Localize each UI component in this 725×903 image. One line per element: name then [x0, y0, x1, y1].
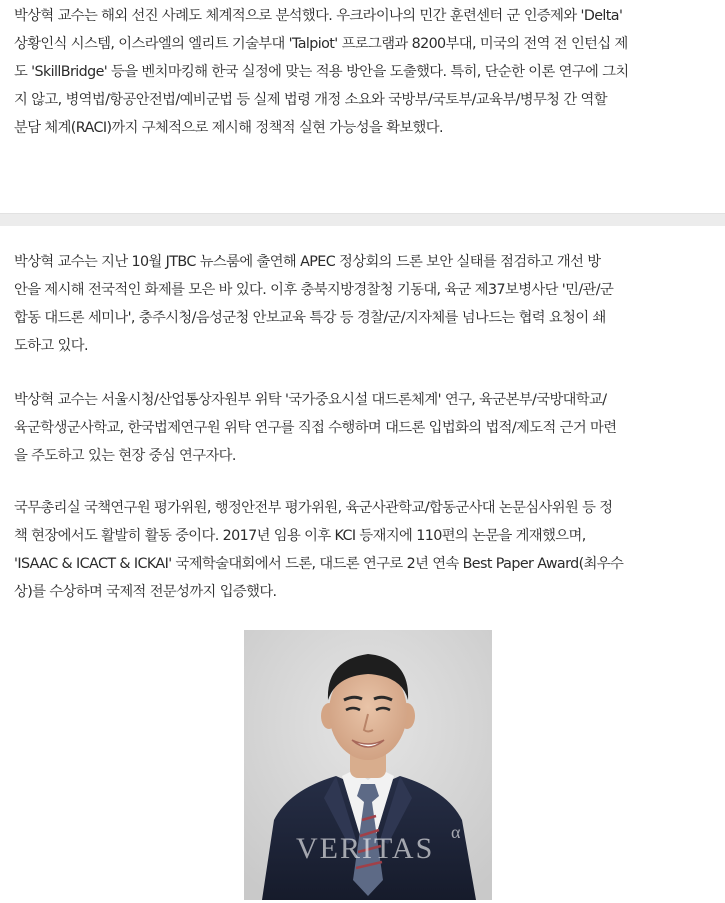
article-paragraph-1 — [14, 2, 714, 142]
paragraph-line: 박상혁 교수는 해외 선진 사례도 체계적으로 분석했다. 우크라이나의 민간 훈련센터 군 인증제와 'Delta' — [14, 8, 623, 24]
portrait-photo — [244, 630, 492, 900]
paragraph-line: 상황인식 시스템, 이스라엘의 엘리트 기술부대 'Talpiot' 프로그램과 8200부대, 미국의 전역 전 인턴십 제 — [14, 36, 628, 52]
paragraph-line: 을 주도하고 있는 현장 중심 연구자다. — [14, 448, 236, 464]
portrait-illustration — [244, 630, 492, 900]
veritas-watermark: VERITAS — [296, 832, 435, 865]
paragraph-line: 안을 제시해 전국적인 화제를 모은 바 있다. 이후 충북지방경찰청 기동대, 육군 제37보병사단 '민/관/군 — [14, 282, 614, 298]
paragraph-line: 박상혁 교수는 지난 10월 JTBC 뉴스룸에 출연해 APEC 정상회의 드론 보안 실태를 점검하고 개선 방 — [14, 254, 601, 270]
paragraph-line: 도 'SkillBridge' 등을 벤치마킹해 한국 실정에 맞는 적용 방안을 도출했다. 특히, 단순한 이론 연구에 그치 — [14, 64, 629, 80]
article-paragraph-2 — [14, 248, 714, 360]
veritas-watermark-alpha: α — [451, 822, 461, 842]
paragraph-line: 책 현장에서도 활발히 활동 중이다. 2017년 임용 이후 KCI 등재지에 110편의 논문을 게재했으며, — [14, 528, 586, 544]
paragraph-line: 'ISAAC & ICACT & ICKAI' 국제학술대회에서 드론, 대드론 연구로 2년 연속 Best Paper Award(최우수 — [14, 556, 624, 572]
article-paragraph-3 — [14, 386, 714, 470]
paragraph-line: 합동 대드론 세미나', 충주시청/음성군청 안보교육 특강 등 경찰/군/지자체를 넘나드는 협력 요청이 쇄 — [14, 310, 606, 326]
paragraph-line: 분담 체계(RACI)까지 구체적으로 제시해 정책적 실현 가능성을 확보했다. — [14, 120, 443, 136]
paragraph-line: 국무총리실 국책연구원 평가위원, 행정안전부 평가위원, 육군사관학교/합동군사대 논문심사위원 등 정 — [14, 500, 613, 516]
paragraph-line: 박상혁 교수는 서울시청/산업통상자원부 위탁 '국가중요시설 대드론체계' 연구, 육군본부/국방대학교/ — [14, 392, 607, 408]
section-divider — [0, 213, 725, 226]
article-paragraph-4 — [14, 494, 714, 606]
paragraph-line: 도하고 있다. — [14, 338, 88, 354]
paragraph-line: 상)를 수상하며 국제적 전문성까지 입증했다. — [14, 584, 277, 600]
paragraph-line: 육군학생군사학교, 한국법제연구원 위탁 연구를 직접 수행하며 대드론 입법화의 법적/제도적 근거 마련 — [14, 420, 617, 436]
paragraph-line: 지 않고, 병역법/항공안전법/예비군법 등 실제 법령 개정 소요와 국방부/국토부/교육부/병무청 간 역할 — [14, 92, 607, 108]
